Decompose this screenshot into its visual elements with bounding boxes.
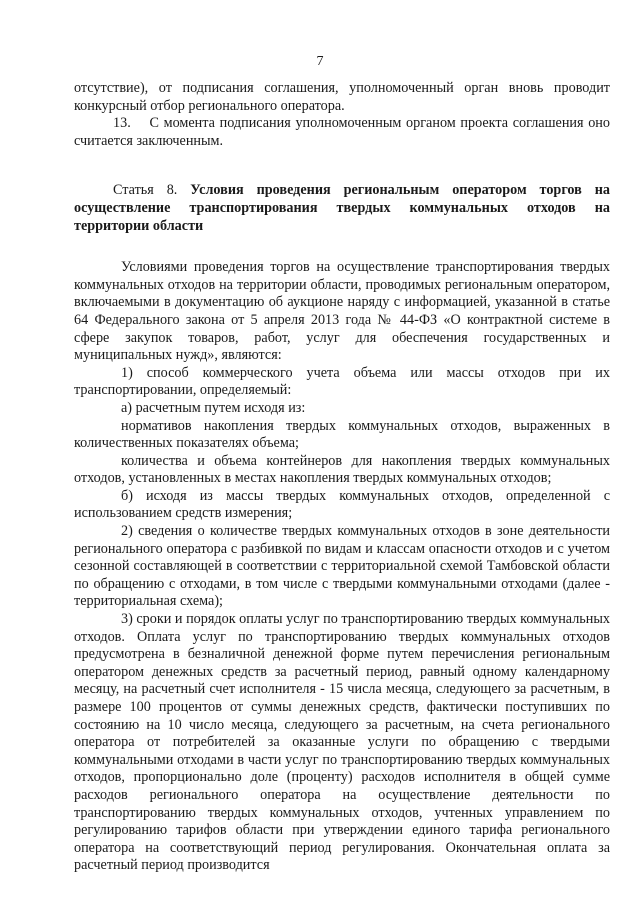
paragraph: 2) сведения о количестве твердых коммунальных отходов в зоне деятельности регионального оператора с разбивкой по видам и классам опасности отходов и с учетом сезонной составляющей в соответствии с территориальной схемой Тамбовской области по обращению с отходами, в том числе с твердыми коммунальными отходами (далее - территориальная схема); (74, 523, 610, 610)
paragraph: Условиями проведения торгов на осуществление транспортирования твердых коммунальных отходов на территории области, проводимых региональным оператором, включаемыми в документацию об аукционе наряду с информацией, указанной в статье 64 Федерального закона от 5 апреля 2013 года № 44-ФЗ «О контрактной системе в сфере закупок товаров, работ, услуг для обеспечения государственных и муниципальных нужд», являются: (74, 259, 610, 364)
document-body (74, 80, 614, 875)
paragraph-item-13: 13. С момента подписания уполномоченным органом проекта соглашения оно считается заключенным. (74, 115, 614, 149)
article-title: Условия проведения региональным оператором торгов на осуществление транспортирования твердых коммунальных отходов на территории области (74, 182, 611, 234)
paragraph: 3) сроки и порядок оплаты услуг по транспортированию твердых коммунальных отходов. Оплата услуг по транспортированию твердых коммунальных отходов предусмотрена в безналичной денежной форме путем перечисления региональным оператором денежных средств за расчетный период, равный одному календарному месяцу, на расчетный счет исполнителя - 15 числа месяца, следующего за расчетным, в размере 100 процентов от суммы денежных средств, фактически поступивших по состоянию на 10 число месяца, следующего за расчетным, на счета регионального оператора от потребителей за оказанные услуги по обращению с твердыми коммунальными отходами в части услуг по транспортированию твердых коммунальных отходов, пропорционально доле (проценту) расходов исполнителя в общей сумме расходов регионального оператора на осуществление деятельности по транспортированию твердых коммунальных отходов, учтенных управлением по регулированию тарифов области при утверждении единого тарифа регионального оператора на соответствующий период регулирования. Окончательная оплата за расчетный период производится (74, 611, 610, 874)
article-label: Статья 8. (113, 182, 178, 199)
paragraph: отсутствие), от подписания соглашения, уполномоченный орган вновь проводит конкурсный отбор регионального оператора. (74, 80, 610, 114)
paragraph: количества и объема контейнеров для накопления твердых коммунальных отходов, установленных в местах накопления твердых коммунальных отходов; (74, 452, 610, 487)
paragraph: 1) способ коммерческого учета объема или массы отходов при их транспортировании, определяемый: (74, 364, 610, 399)
page-number: 7 (316, 54, 324, 69)
paragraph: а) расчетным путем исходя из: (121, 399, 306, 416)
paragraph: б) исходя из массы твердых коммунальных отходов, определенной с использованием средств измерения; (74, 487, 610, 522)
article-heading (74, 182, 610, 235)
paragraph: нормативов накопления твердых коммунальных отходов, выраженных в количественных показателях объема; (74, 417, 610, 452)
